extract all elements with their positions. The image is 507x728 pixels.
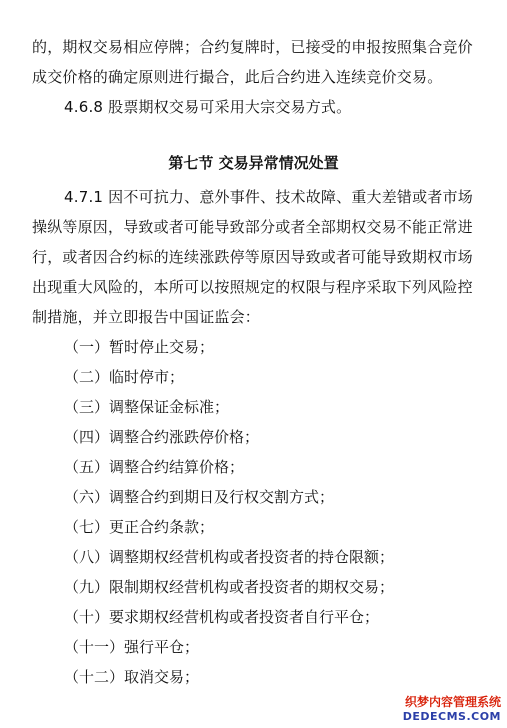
list-item: （七）更正合约条款； xyxy=(64,518,215,536)
list-item: （六）调整合约到期日及行权交割方式； xyxy=(64,488,335,506)
paragraph-line: 的，期权交易相应停牌；合约复牌时，已接受的申报按照集合竞价 xyxy=(32,38,473,56)
list-item: （九）限制期权经营机构或者投资者的期权交易； xyxy=(64,578,395,596)
list-item: （五）调整合约结算价格； xyxy=(64,458,245,476)
list-item: （二）临时停市； xyxy=(64,368,185,386)
list-item: （十二）取消交易； xyxy=(64,668,200,686)
watermark-domain: DEDECMS.COM xyxy=(402,710,501,723)
list-item: （四）调整合约涨跌停价格； xyxy=(64,428,260,446)
paragraph-line: 制措施，并立即报告中国证监会： xyxy=(32,308,261,326)
list-item: （三）调整保证金标准； xyxy=(64,398,230,416)
watermark-logo xyxy=(401,696,501,722)
paragraph-line: 出现重大风险的，本所可以按照规定的权限与程序采取下列风险控 xyxy=(32,278,473,296)
list-item: （十）要求期权经营机构或者投资者自行平仓； xyxy=(64,608,380,626)
clause-4-7-1-line: 4.7.1 因不可抗力、意外事件、技术故障、重大差错或者市场 xyxy=(64,188,473,206)
paragraph-line: 操纵等原因，导致或者可能导致部分或者全部期权交易不能正常进 xyxy=(32,218,473,236)
section-heading: 第七节 交易异常情况处置 xyxy=(168,154,339,172)
list-item: （八）调整期权经营机构或者投资者的持仓限额； xyxy=(64,548,395,566)
watermark-title: 织梦内容管理系统 xyxy=(404,695,501,709)
clause-4-6-8: 4.6.8 股票期权交易可采用大宗交易方式。 xyxy=(64,98,352,116)
paragraph-line: 成交价格的确定原则进行撮合，此后合约进入连续竞价交易。 xyxy=(32,68,443,86)
paragraph-line: 行，或者因合约标的连续涨跌停等原因导致或者可能导致期权市场 xyxy=(32,248,473,266)
list-item: （十一）强行平仓； xyxy=(64,638,200,656)
list-item: （一）暂时停止交易； xyxy=(64,338,215,356)
